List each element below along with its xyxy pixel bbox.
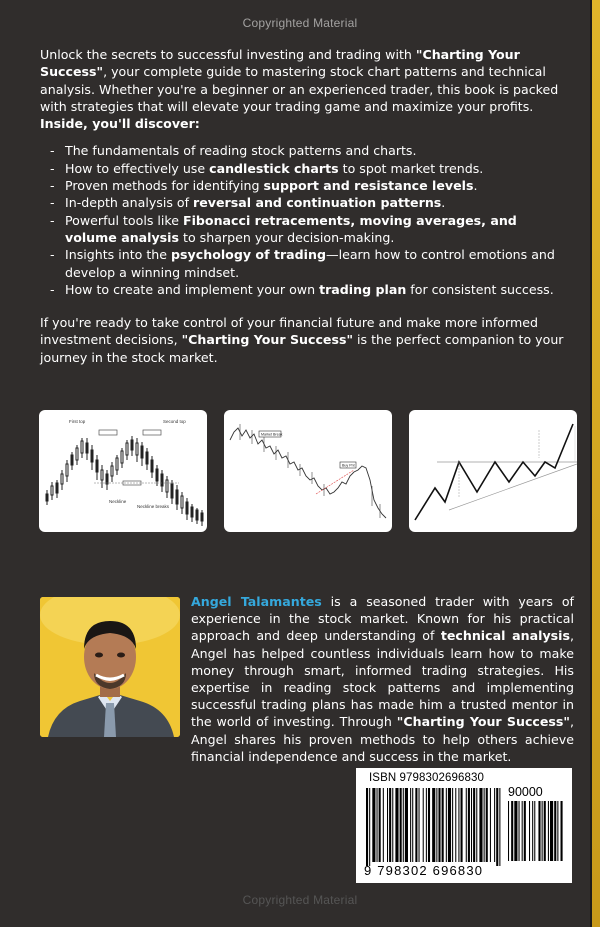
double-top-chart-image bbox=[39, 410, 207, 532]
barcode-bar bbox=[405, 788, 408, 862]
closing-text-end: is the perfect companion to your journey in the stock market. bbox=[40, 332, 564, 365]
bio-bold-text: technical analysis bbox=[440, 628, 570, 644]
list-item bbox=[50, 177, 572, 194]
barcode-bar bbox=[508, 801, 509, 861]
list-item-text: Insights into the bbox=[65, 247, 172, 263]
barcode-bar bbox=[412, 788, 413, 862]
barcode-bar bbox=[529, 801, 530, 861]
list-item bbox=[50, 246, 572, 281]
list-item-bold: psychology of trading bbox=[171, 247, 326, 263]
barcode-bar bbox=[428, 788, 430, 862]
back-cover-text bbox=[40, 46, 572, 366]
chart-label: Neckline breaks bbox=[137, 504, 170, 509]
list-item-bold: reversal and continuation patterns bbox=[193, 195, 442, 211]
barcode-bar bbox=[419, 788, 420, 862]
barcode-bar bbox=[438, 788, 440, 862]
book-title-bold: "Charting Your Success" bbox=[40, 47, 520, 80]
barcode-bar bbox=[522, 801, 523, 861]
author-bio bbox=[191, 593, 574, 765]
barcode-bar bbox=[486, 788, 488, 862]
barcode-bar bbox=[519, 801, 520, 861]
feature-list bbox=[40, 142, 572, 298]
chart-label: Market Break bbox=[261, 432, 283, 437]
market-break-chart-svg bbox=[224, 410, 392, 532]
barcode-bar bbox=[461, 788, 463, 862]
market-break-chart-image bbox=[224, 410, 392, 532]
barcode-bar bbox=[366, 788, 368, 866]
barcode-bar bbox=[466, 788, 467, 862]
barcode-bar bbox=[377, 788, 378, 862]
barcode-bar bbox=[369, 788, 370, 866]
barcode-bar bbox=[534, 801, 535, 861]
chart-label: First top bbox=[69, 419, 86, 424]
double-top-chart-svg bbox=[39, 410, 207, 532]
list-item-bold: candlestick charts bbox=[209, 160, 339, 176]
barcode-bar bbox=[423, 788, 424, 862]
barcode-bar bbox=[372, 788, 375, 862]
author-portrait-svg bbox=[40, 597, 180, 737]
book-title-bold: "Charting Your Success" bbox=[181, 332, 354, 348]
barcode-bar bbox=[452, 788, 453, 862]
barcode-bar bbox=[473, 788, 475, 862]
chart-label: Buy Pnt bbox=[342, 463, 355, 468]
barcode-bar bbox=[476, 788, 477, 862]
author-name: Angel Talamantes bbox=[191, 594, 322, 609]
chart-illustrations bbox=[39, 410, 578, 533]
barcode-bar bbox=[400, 788, 402, 862]
bio-text: is a seasoned trader with years of experience in the stock market. Known for his practical approach and deep understanding of bbox=[191, 594, 574, 644]
list-item bbox=[50, 160, 572, 177]
barcode-bar bbox=[499, 788, 500, 866]
bio-text: , Angel has helped countless individuals learn how to make money through smart, informed trading strategies. His expertise in reading stock patterns and implementing successful trading plans has made him a trusted mentor in the world of investing. Through bbox=[191, 628, 574, 730]
list-item-text-end: to spot market trends. bbox=[338, 160, 484, 176]
intro-paragraph bbox=[40, 46, 572, 115]
intro-text: Unlock the secrets to successful investing and trading with bbox=[40, 47, 416, 62]
barcode-bar bbox=[383, 788, 384, 862]
barcode-bar bbox=[532, 801, 533, 861]
list-item-text-end: to sharpen your decision-making. bbox=[179, 229, 395, 245]
list-item-text: How to create and implement your own bbox=[65, 281, 320, 297]
list-item-text-end: . bbox=[441, 195, 446, 211]
list-item-bold: trading plan bbox=[319, 281, 407, 297]
list-item bbox=[50, 142, 572, 159]
barcode-bar bbox=[496, 788, 498, 866]
barcode-bar bbox=[395, 788, 398, 862]
ascending-triangle-chart-image bbox=[409, 410, 577, 532]
list-item-bold: Fibonacci retracements, moving averages, and volume analysis bbox=[65, 212, 517, 245]
barcode-bar bbox=[387, 788, 388, 862]
list-item-text-end: . bbox=[473, 178, 478, 194]
barcode-bar bbox=[514, 801, 517, 861]
bio-text: , Angel shares his proven methods to help others achieve financial independence and success in the market. bbox=[191, 714, 574, 764]
inside-heading: Inside, you'll discover: bbox=[40, 116, 200, 132]
price-code: 90000 bbox=[508, 785, 543, 799]
intro-text-end: , your complete guide to mastering stock chart patterns and technical analysis. Whether you're a beginner or an experienced trader, this book is packed with strategies that will elevate your trading game and maximize your profits. bbox=[40, 64, 559, 114]
barcode-bar bbox=[426, 788, 427, 862]
barcode-bar bbox=[524, 801, 526, 861]
barcode-bar bbox=[468, 788, 470, 862]
barcode-bar bbox=[410, 788, 411, 862]
barcode-bar bbox=[511, 801, 513, 861]
barcode-bar bbox=[432, 788, 435, 862]
barcode-bar bbox=[548, 801, 549, 861]
chart-label: Neckline bbox=[109, 499, 127, 504]
list-item bbox=[50, 194, 572, 211]
barcode-bar bbox=[448, 788, 451, 862]
list-item bbox=[50, 281, 572, 298]
barcode-bar bbox=[446, 788, 447, 862]
author-photo bbox=[40, 597, 180, 737]
list-item-text: Proven methods for identifying bbox=[65, 178, 264, 194]
list-item bbox=[50, 212, 572, 247]
barcode-bar bbox=[544, 801, 546, 861]
barcode-bar bbox=[458, 788, 459, 862]
list-item-text-end: for consistent success. bbox=[406, 281, 554, 297]
barcode-bar bbox=[389, 788, 391, 862]
closing-text: If you're ready to take control of your financial future and make more informed investment decisions, bbox=[40, 315, 538, 348]
watermark-bottom: Copyrighted Material bbox=[242, 893, 358, 907]
list-item-bold: support and resistance levels bbox=[263, 178, 474, 194]
list-item-text: In-depth analysis of bbox=[65, 195, 194, 211]
barcode-bar bbox=[479, 788, 482, 862]
barcode-bar bbox=[557, 801, 558, 861]
barcode-bar bbox=[490, 788, 491, 862]
barcode-bar bbox=[554, 801, 556, 861]
barcode-bar bbox=[561, 801, 563, 861]
barcode-bar bbox=[538, 801, 540, 861]
list-item-text: The fundamentals of reading stock patterns and charts. bbox=[65, 143, 417, 159]
watermark-top: Copyrighted Material bbox=[242, 16, 358, 30]
barcode-bar bbox=[379, 788, 381, 862]
barcode-bar bbox=[415, 788, 417, 862]
barcode-bar bbox=[542, 801, 543, 861]
barcode-bar bbox=[550, 801, 553, 861]
spine-edge bbox=[590, 0, 592, 927]
ascending-triangle-chart-svg bbox=[409, 410, 577, 532]
list-item-text: Powerful tools like bbox=[65, 212, 183, 228]
list-item-text: How to effectively use bbox=[65, 160, 210, 176]
barcode-bar bbox=[484, 788, 485, 862]
barcode-bar bbox=[442, 788, 444, 862]
barcode-bar bbox=[455, 788, 456, 862]
barcode-bar bbox=[392, 788, 393, 862]
barcode-bar bbox=[471, 788, 472, 862]
isbn-label: ISBN 9798302696830 bbox=[369, 772, 484, 784]
barcode-bar bbox=[403, 788, 404, 862]
spine-stripe bbox=[592, 0, 600, 927]
chart-label: Second top bbox=[163, 419, 186, 424]
book-title-bold: "Charting Your Success" bbox=[396, 714, 570, 730]
closing-paragraph bbox=[40, 314, 572, 366]
barcode-bar bbox=[436, 788, 437, 862]
barcode-bar bbox=[494, 788, 495, 862]
list-item-text-end: —learn how to control emotions and develop a winning mindset. bbox=[65, 247, 555, 280]
barcode-digits: 9 798302 696830 bbox=[364, 863, 484, 878]
isbn-barcode bbox=[356, 768, 572, 883]
